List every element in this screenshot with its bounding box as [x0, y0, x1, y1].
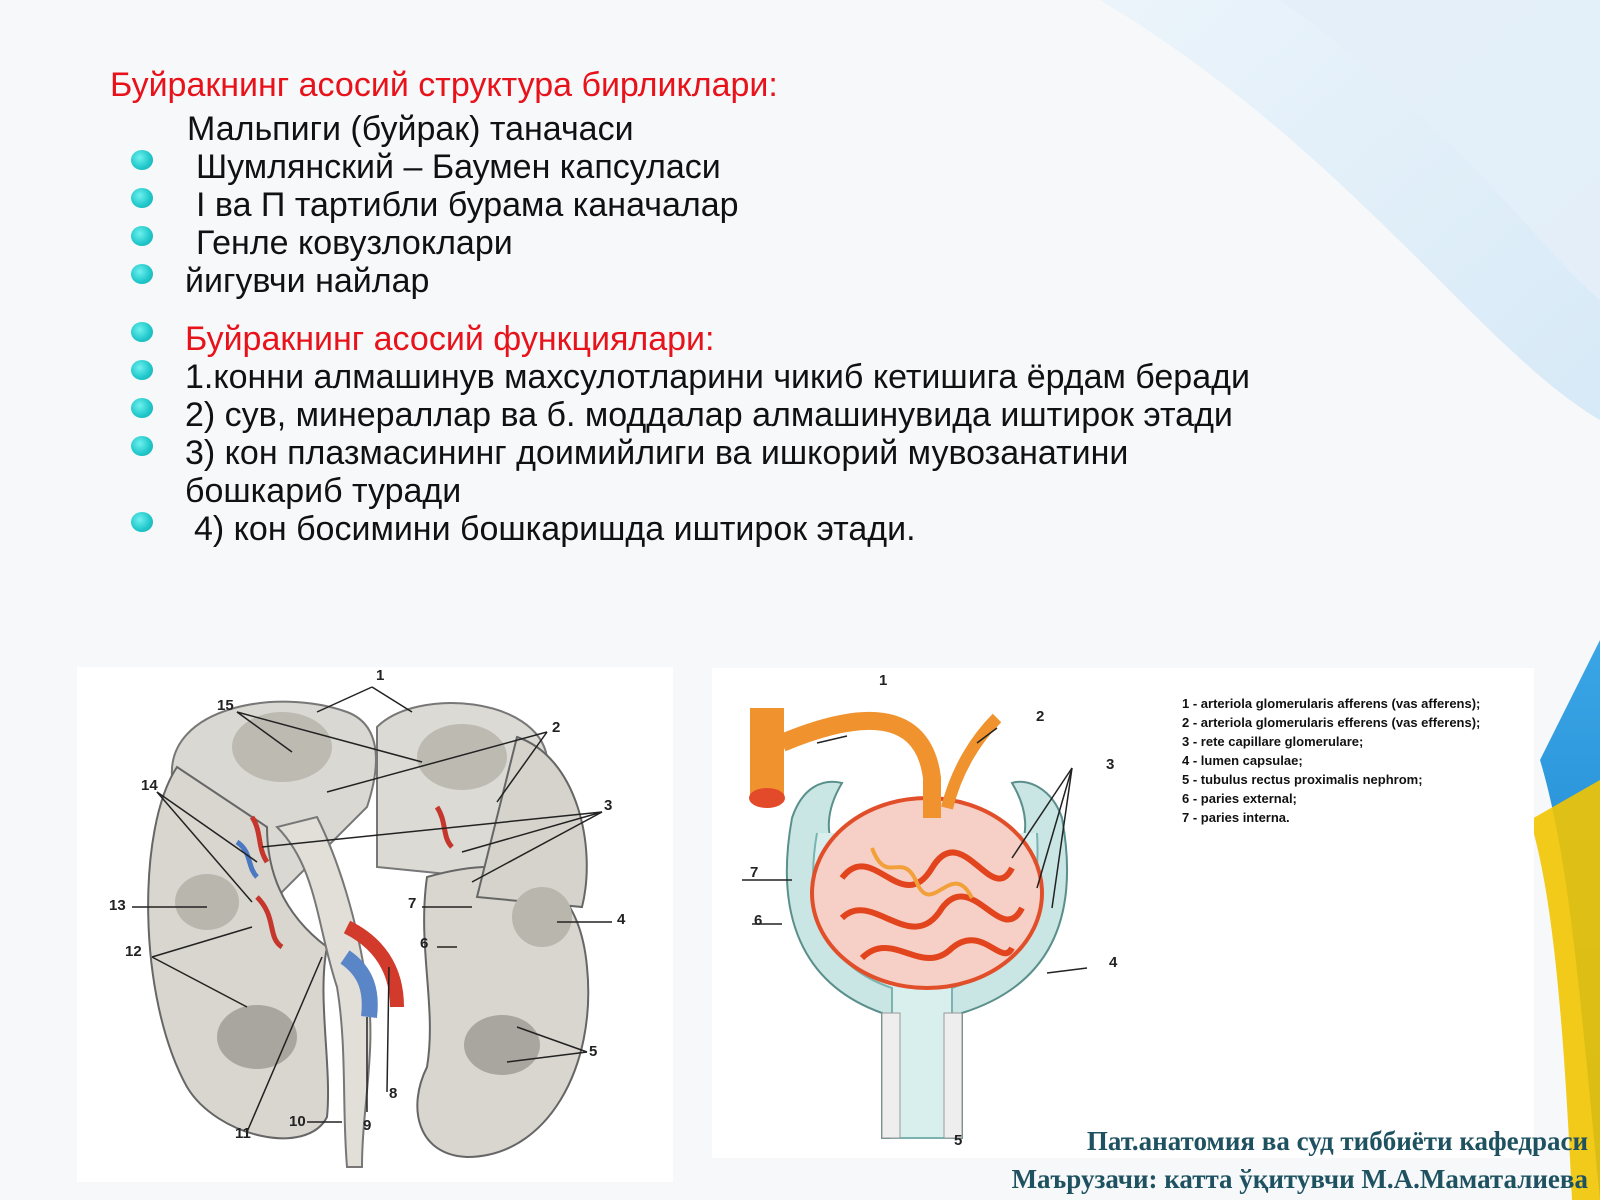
glomerulus-label-3: 3 [1106, 756, 1115, 773]
legend-item: 1 - arteriola glomerularis afferens (vas afferens); [1182, 696, 1481, 711]
glomerulus-label-6: 6 [754, 912, 763, 929]
kidney-illustration [77, 667, 673, 1182]
footer-lecturer: Маърузачи: катта ўқитувчи М.А.Маматалиева [1011, 1164, 1588, 1194]
glomerulus-label-2: 2 [1036, 708, 1045, 725]
glomerulus-figure [712, 668, 1534, 1158]
function-item-3: 3) кон плазмасининг доимийлиги ва ишкорий мувозанатини [185, 434, 1129, 472]
kidney-label-12: 12 [125, 943, 142, 960]
kidney-label-13: 13 [109, 897, 126, 914]
legend-item: 7 - paries interna. [1182, 810, 1290, 825]
bullet-icon [131, 322, 153, 342]
bullet-icon [131, 150, 153, 170]
footer-department: Пат.анатомия ва суд тиббиёти кафедраси [1086, 1126, 1588, 1156]
kidney-label-2: 2 [552, 719, 561, 736]
bullet-icon [131, 512, 153, 532]
function-item-1: 1.конни алмашинув махсулотларини чикиб кетишига ёрдам беради [185, 358, 1250, 396]
kidney-label-10: 10 [289, 1113, 306, 1130]
kidney-section-figure [77, 667, 673, 1182]
glomerulus-legend [1182, 694, 1480, 827]
kidney-label-8: 8 [389, 1085, 398, 1102]
kidney-label-15: 15 [217, 697, 234, 714]
bullet-icon [131, 226, 153, 246]
bullet-icon [131, 360, 153, 380]
kidney-label-14: 14 [141, 777, 158, 794]
structure-item-1: Мальпиги (буйрак) таначаси [187, 110, 634, 148]
glomerulus-label-1: 1 [879, 672, 888, 689]
glomerulus-label-7: 7 [750, 864, 759, 881]
function-item-2: 2) сув, минераллар ва б. моддалар алмашинувида иштирок этади [185, 396, 1233, 434]
glomerulus-illustration [712, 668, 1172, 1158]
bullet-icon [131, 436, 153, 456]
structure-item-4: Генле ковузлоклари [196, 224, 513, 262]
legend-item: 4 - lumen capsulae; [1182, 753, 1303, 768]
structures-heading: Буйракнинг асосий структура бирликлари: [110, 66, 778, 104]
kidney-label-3: 3 [604, 797, 613, 814]
bullet-icon [131, 188, 153, 208]
structure-item-2: Шумлянский – Баумен капсуласи [196, 148, 721, 186]
kidney-label-11: 11 [235, 1125, 251, 1142]
function-item-4: 4) кон босимини бошкаришда иштирок этади. [194, 510, 916, 548]
structure-item-5: йигувчи найлар [185, 262, 430, 300]
bullet-icon [131, 398, 153, 418]
functions-heading: Буйракнинг асосий функциялари: [185, 320, 715, 358]
glomerulus-label-4: 4 [1109, 954, 1118, 971]
kidney-label-9: 9 [363, 1117, 372, 1134]
bullet-icon [131, 264, 153, 284]
legend-item: 3 - rete capillare glomerulare; [1182, 734, 1364, 749]
function-item-3-continued: бошкариб туради [185, 472, 462, 510]
kidney-label-6: 6 [420, 935, 429, 952]
legend-item: 6 - paries external; [1182, 791, 1297, 806]
kidney-label-7: 7 [408, 895, 417, 912]
legend-item: 2 - arteriola glomerularis efferens (vas efferens); [1182, 715, 1481, 730]
legend-item: 5 - tubulus rectus proximalis nephrom; [1182, 772, 1423, 787]
structure-item-3: I ва П тартибли бурама каначалар [196, 186, 739, 224]
kidney-label-1: 1 [376, 667, 385, 684]
kidney-label-4: 4 [617, 911, 626, 928]
glomerulus-label-5: 5 [954, 1132, 963, 1149]
kidney-label-5: 5 [589, 1043, 598, 1060]
